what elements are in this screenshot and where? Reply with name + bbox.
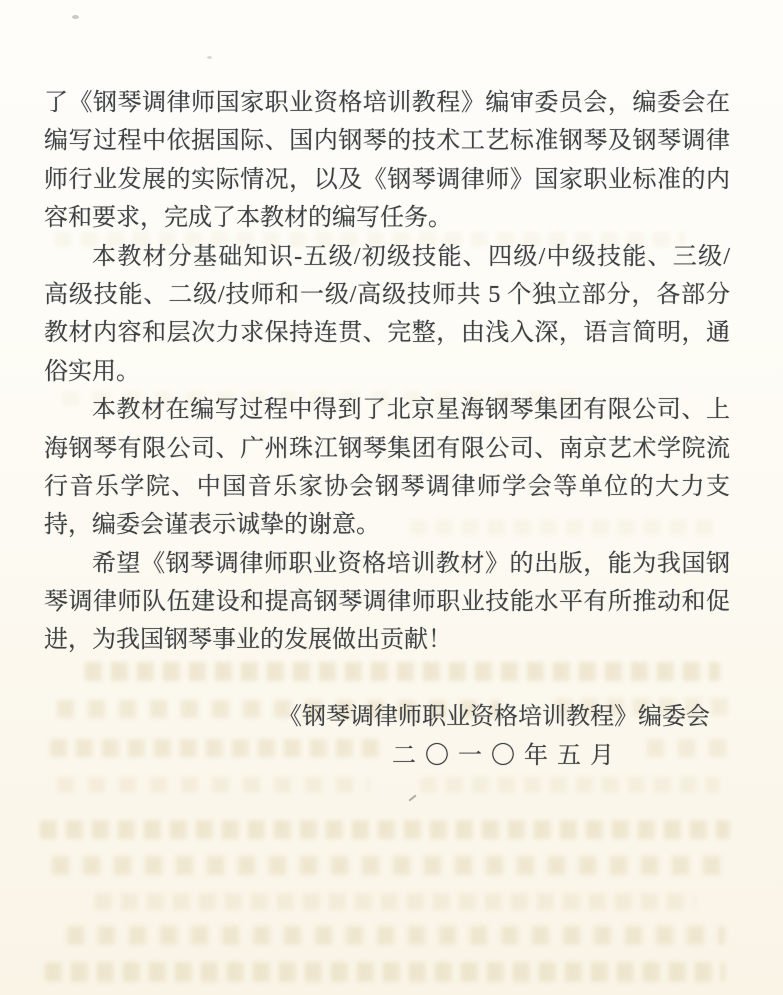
text-line: 高级技能、二级/技师和一级/高级技师共 5 个独立部分，各部分	[44, 281, 730, 308]
scan-speck	[72, 15, 79, 19]
signature-line: 《钢琴调律师职业资格培训教程》编委会	[278, 704, 710, 731]
scan-speck	[408, 794, 416, 801]
text-line: 师行业发展的实际情况，以及《钢琴调律师》国家职业标准的内	[44, 166, 730, 193]
text-line: 教材内容和层次力求保持连贯、完整，由浅入深，语言简明，通	[44, 320, 730, 347]
paragraph-1	[44, 84, 730, 238]
blank-line	[44, 660, 730, 698]
bleedthrough-band	[40, 820, 730, 839]
bleedthrough-band	[45, 856, 725, 875]
text-line: 本教材分基础知识-五级/初级技能、四级/中级技能、三级/	[92, 243, 730, 270]
text-line: 编写过程中依据国际、国内钢琴的技术工艺标准钢琴及钢琴调律	[44, 128, 730, 155]
bleedthrough-band	[60, 926, 725, 945]
text-line: 俗实用。	[44, 358, 140, 385]
text-line: 琴调律师队伍建设和提高钢琴调律师职业技能水平有所推动和促	[44, 589, 730, 616]
scan-speck	[207, 56, 212, 59]
text-line: 了《钢琴调律师国家职业资格培训教程》编审委员会，编委会在	[44, 90, 730, 116]
date-line: 二〇一〇年五月	[392, 742, 623, 769]
bleedthrough-band	[95, 893, 695, 910]
bleedthrough-band	[45, 962, 725, 982]
paragraph-2	[44, 238, 730, 392]
preface-body	[44, 84, 730, 775]
paragraph-4	[44, 545, 730, 660]
paragraph-3	[44, 391, 730, 545]
text-line: 海钢琴有限公司、广州珠江钢琴集团有限公司、南京艺术学院流	[44, 435, 730, 462]
bleedthrough-band	[420, 777, 720, 793]
bleedthrough-band	[50, 777, 370, 793]
text-line: 希望《钢琴调律师职业资格培训教材》的出版，能为我国钢	[92, 550, 730, 577]
text-line: 持，编委会谨表示诚挚的谢意。	[44, 512, 380, 539]
text-line: 行音乐学院、中国音乐家协会钢琴调律师学会等单位的大力支	[44, 473, 730, 500]
text-line: 进，为我国钢琴事业的发展做出贡献！	[44, 627, 452, 654]
text-line: 容和要求，完成了本教材的编写任务。	[44, 205, 452, 232]
text-line: 本教材在编写过程中得到了北京星海钢琴集团有限公司、上	[92, 397, 730, 424]
